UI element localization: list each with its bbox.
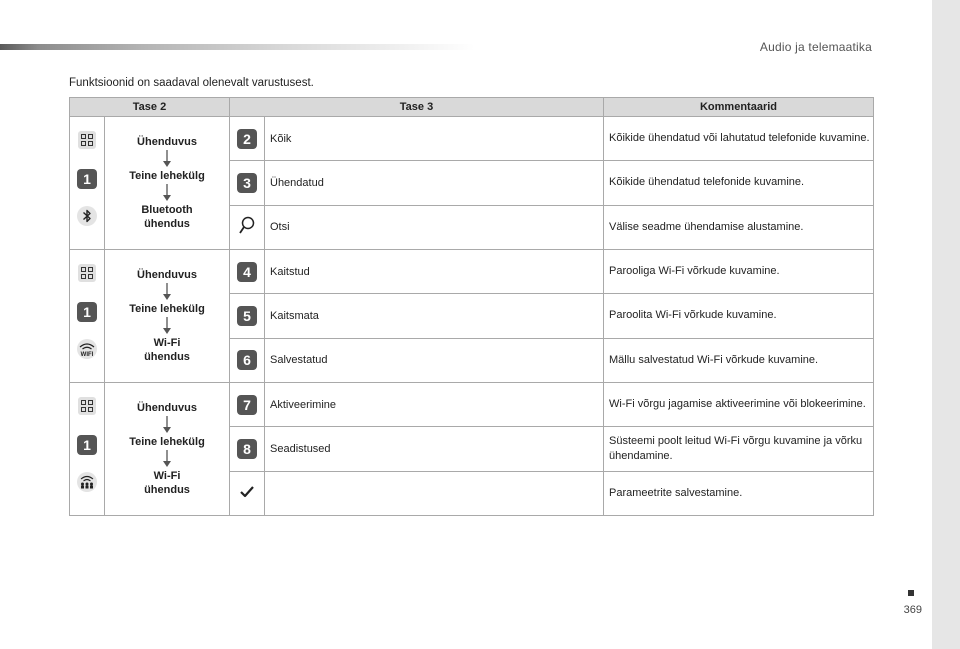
row-number-cell — [230, 117, 265, 161]
group-icons-bluetooth — [70, 117, 105, 250]
header-level-3: Tase 3 — [230, 98, 604, 117]
row-number-cell — [230, 427, 265, 471]
row-icon-cell — [230, 471, 265, 515]
level3-label: Seadistused — [265, 427, 604, 471]
step-badge-4: 4 — [237, 262, 257, 282]
group-flow-wifi-share: Ühenduvus Teine lehekülg Wi-Fi ühendus — [105, 383, 230, 516]
step-badge-1: 1 — [77, 435, 97, 455]
wifi-icon — [76, 338, 98, 360]
arrow-down-icon — [162, 283, 172, 301]
comment-cell: Süsteemi poolt leitud Wi-Fi võrgu kuvamine ja võrku ühendamine. — [604, 427, 874, 471]
header-stripe — [0, 44, 475, 50]
table-row — [70, 250, 874, 294]
table-row — [70, 383, 874, 427]
step-badge-7: 7 — [237, 395, 257, 415]
group-icons-wifi — [70, 250, 105, 383]
apps-grid-icon — [78, 397, 96, 415]
row-number-cell — [230, 250, 265, 294]
level3-label: Aktiveerimine — [265, 383, 604, 427]
page-marker — [908, 590, 914, 596]
step-badge-1: 1 — [77, 169, 97, 189]
page-side-bar — [932, 0, 960, 649]
step-badge-3: 3 — [237, 173, 257, 193]
level3-label: Otsi — [265, 205, 604, 249]
apps-grid-icon — [78, 264, 96, 282]
step-badge-6: 6 — [237, 350, 257, 370]
level3-label: Kaitstud — [265, 250, 604, 294]
step-badge-2: 2 — [237, 129, 257, 149]
step-badge-5: 5 — [237, 306, 257, 326]
arrow-down-icon — [162, 317, 172, 335]
level3-label: Salvestatud — [265, 338, 604, 382]
comment-cell: Parameetrite salvestamine. — [604, 471, 874, 515]
step-badge-8: 8 — [237, 439, 257, 459]
svg-text:WIFI: WIFI — [80, 352, 94, 358]
row-number-cell — [230, 383, 265, 427]
comment-cell: Paroolita Wi-Fi võrkude kuvamine. — [604, 294, 874, 338]
group-icons-wifi-share — [70, 383, 105, 516]
comment-cell: Välise seadme ühendamise alustamine. — [604, 205, 874, 249]
apps-grid-icon — [78, 131, 96, 149]
arrow-down-icon — [162, 416, 172, 434]
arrow-down-icon — [162, 450, 172, 468]
comment-cell: Wi-Fi võrgu jagamise aktiveerimine või blokeerimine. — [604, 383, 874, 427]
comment-cell: Mällu salvestatud Wi-Fi võrkude kuvamine. — [604, 338, 874, 382]
search-icon — [238, 216, 256, 236]
intro-text: Funktsioonid on saadaval olenevalt varustusest. — [69, 77, 314, 89]
arrow-down-icon — [162, 150, 172, 168]
level3-label: Kaitsmata — [265, 294, 604, 338]
level3-label — [265, 471, 604, 515]
bluetooth-icon — [76, 205, 98, 227]
comment-cell: Kõikide ühendatud või lahutatud telefonide kuvamine. — [604, 117, 874, 161]
level3-label: Kõik — [265, 117, 604, 161]
arrow-down-icon — [162, 184, 172, 202]
table-header-row — [70, 98, 874, 117]
header-level-2: Tase 2 — [70, 98, 230, 117]
group-flow-wifi: Ühenduvus Teine lehekülg Wi-Fi ühendus — [105, 250, 230, 383]
comment-cell: Kõikide ühendatud telefonide kuvamine. — [604, 161, 874, 205]
step-badge-1: 1 — [77, 302, 97, 322]
checkmark-icon — [240, 486, 254, 498]
row-icon-cell — [230, 205, 265, 249]
comment-cell: Parooliga Wi-Fi võrkude kuvamine. — [604, 250, 874, 294]
row-number-cell — [230, 161, 265, 205]
table-row — [70, 117, 874, 161]
page-header-title: Audio ja telemaatika — [759, 40, 872, 54]
page-number: 369 — [903, 604, 922, 616]
row-number-cell — [230, 294, 265, 338]
row-number-cell — [230, 338, 265, 382]
header-comments: Kommentaarid — [604, 98, 874, 117]
group-flow-bluetooth: Ühenduvus Teine lehekülg Bluetooth ühendus — [105, 117, 230, 250]
settings-table — [69, 97, 874, 516]
wifi-share-icon — [76, 471, 98, 493]
level3-label: Ühendatud — [265, 161, 604, 205]
